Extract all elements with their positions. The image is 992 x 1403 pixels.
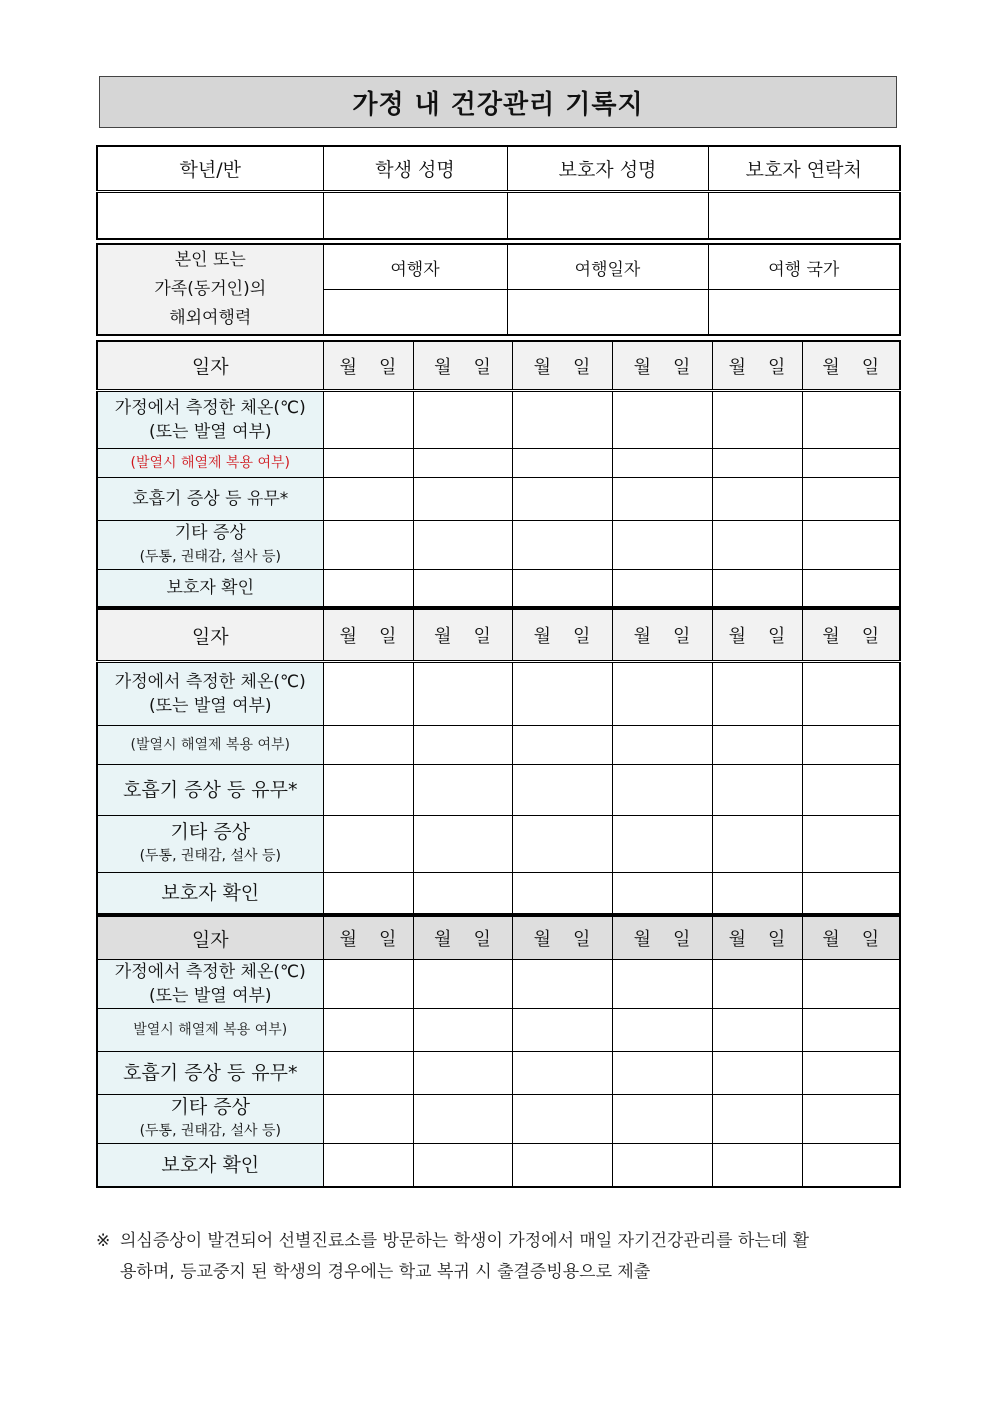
antipyretic-field[interactable] bbox=[323, 1009, 413, 1052]
other-symptoms-label bbox=[97, 521, 323, 570]
other-symptoms-example: (두통, 권태감, 설사 등) bbox=[139, 1123, 281, 1139]
day-unit: 일 bbox=[768, 626, 786, 647]
guardian-check-field[interactable] bbox=[323, 1144, 413, 1188]
other-symptoms-row bbox=[97, 1095, 900, 1144]
temperature-field[interactable] bbox=[802, 960, 900, 1009]
other-symptoms-label-line: 기타 증상 bbox=[174, 523, 246, 543]
temperature-field[interactable] bbox=[323, 662, 413, 726]
date-cell[interactable] bbox=[512, 341, 612, 391]
month-unit: 월 bbox=[533, 626, 551, 647]
date-label: 일자 bbox=[97, 609, 323, 662]
guardian-check-field[interactable] bbox=[712, 873, 802, 915]
day-unit: 일 bbox=[673, 356, 691, 378]
day-unit: 일 bbox=[768, 929, 786, 950]
month-unit: 월 bbox=[434, 356, 452, 378]
month-unit: 월 bbox=[533, 356, 551, 378]
other-symptoms-field[interactable] bbox=[413, 521, 512, 570]
date-cell[interactable] bbox=[612, 916, 712, 960]
date-label: 일자 bbox=[97, 341, 323, 391]
antipyretic-field[interactable] bbox=[413, 1009, 512, 1052]
respiratory-field[interactable] bbox=[323, 478, 413, 521]
guardian-check-field[interactable] bbox=[802, 570, 900, 608]
temperature-field[interactable] bbox=[323, 960, 413, 1009]
travel-date-header: 여행일자 bbox=[507, 244, 708, 290]
date-cell[interactable] bbox=[512, 916, 612, 960]
month-unit: 월 bbox=[434, 626, 452, 647]
antipyretic-field[interactable] bbox=[712, 726, 802, 765]
date-row bbox=[97, 341, 900, 391]
temperature-label-line: (또는 발열 여부) bbox=[148, 986, 272, 1006]
respiratory-field[interactable] bbox=[712, 478, 802, 521]
antipyretic-field[interactable] bbox=[413, 726, 512, 765]
guardian-check-field[interactable] bbox=[802, 873, 900, 915]
guardian-check-row bbox=[97, 570, 900, 608]
respiratory-field[interactable] bbox=[612, 478, 712, 521]
respiratory-field[interactable] bbox=[413, 765, 512, 816]
antipyretic-field[interactable] bbox=[712, 449, 802, 478]
antipyretic-label: (발열시 해열제 복용 여부) bbox=[97, 449, 323, 478]
student-info-table bbox=[96, 145, 901, 240]
temperature-field[interactable] bbox=[413, 391, 512, 449]
day-unit: 일 bbox=[473, 929, 491, 950]
temperature-label bbox=[97, 960, 323, 1009]
other-symptoms-label-line: 기타 증상 bbox=[170, 821, 250, 843]
other-symptoms-field[interactable] bbox=[612, 521, 712, 570]
month-unit: 월 bbox=[822, 929, 840, 950]
respiratory-row bbox=[97, 765, 900, 816]
guardian-check-field[interactable] bbox=[612, 873, 712, 915]
date-cell[interactable] bbox=[612, 341, 712, 391]
temperature-label-line: (또는 발열 여부) bbox=[148, 422, 272, 442]
guardian-check-row bbox=[97, 873, 900, 915]
day-unit: 일 bbox=[379, 356, 397, 378]
guardian-check-field[interactable] bbox=[512, 873, 612, 915]
temperature-field[interactable] bbox=[712, 662, 802, 726]
date-row bbox=[97, 609, 900, 662]
month-unit: 월 bbox=[822, 356, 840, 378]
date-label: 일자 bbox=[97, 916, 323, 960]
travel-history-table bbox=[96, 243, 901, 336]
other-symptoms-field[interactable] bbox=[323, 521, 413, 570]
day-unit: 일 bbox=[861, 929, 880, 950]
form-title: 가정 내 건강관리 기록지 bbox=[352, 89, 644, 120]
day-unit: 일 bbox=[861, 626, 880, 647]
other-symptoms-label-line: 기타 증상 bbox=[170, 1096, 250, 1118]
month-unit: 월 bbox=[633, 356, 651, 378]
temperature-field[interactable] bbox=[802, 391, 900, 449]
guardian-name-field[interactable] bbox=[507, 192, 708, 240]
temperature-field[interactable] bbox=[323, 391, 413, 449]
date-cell[interactable] bbox=[612, 609, 712, 662]
guardian-name-header: 보호자 성명 bbox=[507, 146, 708, 192]
respiratory-label: 호흡기 증상 등 유무* bbox=[97, 478, 323, 521]
antipyretic-label: 발열시 해열제 복용 여부) bbox=[97, 1009, 323, 1052]
date-cell[interactable] bbox=[712, 916, 802, 960]
respiratory-row bbox=[97, 1052, 900, 1095]
date-cell[interactable] bbox=[712, 609, 802, 662]
guardian-check-field[interactable] bbox=[612, 570, 712, 608]
form-title-box bbox=[99, 76, 897, 128]
grade-class-header: 학년/반 bbox=[97, 146, 323, 192]
temperature-row bbox=[97, 391, 900, 449]
respiratory-field[interactable] bbox=[612, 765, 712, 816]
health-record-table-2 bbox=[96, 608, 901, 915]
month-unit: 월 bbox=[728, 929, 746, 950]
other-symptoms-field[interactable] bbox=[323, 816, 413, 873]
temperature-row bbox=[97, 960, 900, 1009]
date-cell[interactable] bbox=[413, 916, 512, 960]
guardian-check-label: 보호자 확인 bbox=[97, 570, 323, 608]
day-unit: 일 bbox=[473, 626, 491, 647]
guardian-check-field[interactable] bbox=[413, 570, 512, 608]
other-symptoms-field[interactable] bbox=[512, 521, 612, 570]
respiratory-field[interactable] bbox=[413, 478, 512, 521]
other-symptoms-field[interactable] bbox=[413, 1095, 512, 1144]
temperature-label-line: 가정에서 측정한 체온(℃) bbox=[114, 962, 306, 982]
temperature-label-line: (또는 발열 여부) bbox=[148, 696, 272, 716]
student-name-header: 학생 성명 bbox=[323, 146, 507, 192]
temperature-row bbox=[97, 662, 900, 726]
guardian-check-label: 보호자 확인 bbox=[97, 1144, 323, 1188]
day-unit: 일 bbox=[379, 929, 397, 950]
other-symptoms-field[interactable] bbox=[512, 816, 612, 873]
antipyretic-field[interactable] bbox=[323, 726, 413, 765]
day-unit: 일 bbox=[673, 929, 691, 950]
respiratory-label: 호흡기 증상 등 유무* bbox=[97, 1052, 323, 1095]
antipyretic-row bbox=[97, 449, 900, 478]
other-symptoms-field[interactable] bbox=[712, 521, 802, 570]
temperature-field[interactable] bbox=[512, 960, 612, 1009]
date-cell[interactable] bbox=[323, 916, 413, 960]
travel-label-line: 가족(동거인)의 bbox=[154, 279, 267, 299]
day-unit: 일 bbox=[379, 626, 397, 647]
date-cell[interactable] bbox=[323, 341, 413, 391]
temperature-field[interactable] bbox=[413, 960, 512, 1009]
respiratory-field[interactable] bbox=[323, 1052, 413, 1095]
month-unit: 월 bbox=[339, 356, 357, 378]
respiratory-field[interactable] bbox=[802, 478, 900, 521]
other-symptoms-field[interactable] bbox=[802, 1095, 900, 1144]
antipyretic-label: (발열시 해열제 복용 여부) bbox=[97, 726, 323, 765]
guardian-check-field[interactable] bbox=[802, 1144, 900, 1188]
other-symptoms-field[interactable] bbox=[612, 1095, 712, 1144]
other-symptoms-field[interactable] bbox=[712, 816, 802, 873]
guardian-check-row bbox=[97, 1144, 900, 1188]
month-unit: 월 bbox=[728, 626, 746, 647]
respiratory-field[interactable] bbox=[512, 1052, 612, 1095]
other-symptoms-field[interactable] bbox=[712, 1095, 802, 1144]
temperature-label bbox=[97, 662, 323, 726]
respiratory-field[interactable] bbox=[802, 1052, 900, 1095]
traveler-header: 여행자 bbox=[323, 244, 507, 290]
travel-label-line: 본인 또는 bbox=[174, 250, 246, 270]
date-cell[interactable] bbox=[802, 916, 900, 960]
other-symptoms-field[interactable] bbox=[802, 816, 900, 873]
other-symptoms-field[interactable] bbox=[802, 521, 900, 570]
guardian-check-field[interactable] bbox=[323, 873, 413, 915]
health-record-table-1 bbox=[96, 340, 901, 608]
antipyretic-field[interactable] bbox=[413, 449, 512, 478]
date-cell[interactable] bbox=[802, 341, 900, 391]
travel-country-header: 여행 국가 bbox=[708, 244, 900, 290]
date-cell[interactable] bbox=[413, 341, 512, 391]
guardian-check-field[interactable] bbox=[612, 1144, 712, 1188]
respiratory-field[interactable] bbox=[612, 1052, 712, 1095]
other-symptoms-field[interactable] bbox=[323, 1095, 413, 1144]
temperature-field[interactable] bbox=[512, 391, 612, 449]
antipyretic-field[interactable] bbox=[802, 1009, 900, 1052]
temperature-field[interactable] bbox=[512, 662, 612, 726]
antipyretic-row bbox=[97, 1009, 900, 1052]
grade-class-field[interactable] bbox=[97, 192, 323, 240]
month-unit: 월 bbox=[633, 626, 651, 647]
reference-mark: ※ bbox=[96, 1231, 111, 1251]
temperature-label-line: 가정에서 측정한 체온(℃) bbox=[114, 672, 306, 692]
date-cell[interactable] bbox=[712, 341, 802, 391]
day-unit: 일 bbox=[673, 626, 691, 647]
other-symptoms-field[interactable] bbox=[612, 816, 712, 873]
other-symptoms-label bbox=[97, 816, 323, 873]
temperature-field[interactable] bbox=[802, 662, 900, 726]
date-cell[interactable] bbox=[323, 609, 413, 662]
antipyretic-field[interactable] bbox=[512, 1009, 612, 1052]
respiratory-row bbox=[97, 478, 900, 521]
guardian-check-field[interactable] bbox=[413, 1144, 512, 1188]
respiratory-field[interactable] bbox=[413, 1052, 512, 1095]
temperature-field[interactable] bbox=[712, 960, 802, 1009]
guardian-check-field[interactable] bbox=[323, 570, 413, 608]
antipyretic-field[interactable] bbox=[802, 726, 900, 765]
guardian-check-field[interactable] bbox=[712, 1144, 802, 1188]
respiratory-field[interactable] bbox=[712, 765, 802, 816]
temperature-field[interactable] bbox=[612, 960, 712, 1009]
health-record-table-3 bbox=[96, 915, 901, 1188]
respiratory-field[interactable] bbox=[512, 765, 612, 816]
footnote-text-2: 용하며, 등교중지 된 학생의 경우에는 학교 복귀 시 출결증빙용으로 제출 bbox=[120, 1262, 651, 1282]
guardian-check-field[interactable] bbox=[712, 570, 802, 608]
antipyretic-field[interactable] bbox=[323, 449, 413, 478]
date-cell[interactable] bbox=[802, 609, 900, 662]
travel-history-label bbox=[97, 244, 323, 335]
date-row bbox=[97, 916, 900, 960]
other-symptoms-row bbox=[97, 816, 900, 873]
day-unit: 일 bbox=[573, 626, 591, 647]
footnote bbox=[96, 1226, 899, 1288]
day-unit: 일 bbox=[861, 356, 880, 378]
footnote-line-1 bbox=[96, 1226, 899, 1257]
temperature-field[interactable] bbox=[612, 391, 712, 449]
student-info-input-row bbox=[97, 192, 900, 240]
travel-country-field[interactable] bbox=[708, 290, 900, 336]
other-symptoms-example: (두통, 권태감, 설사 등) bbox=[139, 549, 281, 565]
antipyretic-field[interactable] bbox=[612, 726, 712, 765]
guardian-contact-header: 보호자 연락처 bbox=[708, 146, 900, 192]
other-symptoms-row bbox=[97, 521, 900, 570]
antipyretic-field[interactable] bbox=[512, 449, 612, 478]
antipyretic-field[interactable] bbox=[512, 726, 612, 765]
antipyretic-field[interactable] bbox=[712, 1009, 802, 1052]
guardian-contact-field[interactable] bbox=[708, 192, 900, 240]
date-cell[interactable] bbox=[413, 609, 512, 662]
guardian-check-field[interactable] bbox=[512, 570, 612, 608]
other-symptoms-field[interactable] bbox=[512, 1095, 612, 1144]
other-symptoms-example: (두통, 권태감, 설사 등) bbox=[139, 848, 281, 864]
temperature-field[interactable] bbox=[612, 662, 712, 726]
temperature-label bbox=[97, 391, 323, 449]
month-unit: 월 bbox=[633, 929, 651, 950]
antipyretic-field[interactable] bbox=[612, 449, 712, 478]
temperature-field[interactable] bbox=[712, 391, 802, 449]
antipyretic-field[interactable] bbox=[612, 1009, 712, 1052]
other-symptoms-label bbox=[97, 1095, 323, 1144]
traveler-field[interactable] bbox=[323, 290, 507, 336]
temperature-label-line: 가정에서 측정한 체온(℃) bbox=[114, 398, 306, 418]
footnote-text-1: 의심증상이 발견되어 선별진료소를 방문하는 학생이 가정에서 매일 자기건강관리를 하는데 활 bbox=[120, 1231, 810, 1251]
respiratory-field[interactable] bbox=[712, 1052, 802, 1095]
month-unit: 월 bbox=[533, 929, 551, 950]
respiratory-field[interactable] bbox=[323, 765, 413, 816]
antipyretic-field[interactable] bbox=[802, 449, 900, 478]
month-unit: 월 bbox=[434, 929, 452, 950]
day-unit: 일 bbox=[768, 356, 786, 378]
day-unit: 일 bbox=[573, 929, 591, 950]
other-symptoms-field[interactable] bbox=[413, 816, 512, 873]
month-unit: 월 bbox=[822, 626, 840, 647]
travel-label-line: 해외여행력 bbox=[169, 308, 252, 328]
respiratory-label: 호흡기 증상 등 유무* bbox=[97, 765, 323, 816]
student-name-field[interactable] bbox=[323, 192, 507, 240]
respiratory-field[interactable] bbox=[512, 478, 612, 521]
temperature-field[interactable] bbox=[413, 662, 512, 726]
month-unit: 월 bbox=[728, 356, 746, 378]
travel-date-field[interactable] bbox=[507, 290, 708, 336]
day-unit: 일 bbox=[473, 356, 491, 378]
day-unit: 일 bbox=[573, 356, 591, 378]
antipyretic-row bbox=[97, 726, 900, 765]
guardian-check-label: 보호자 확인 bbox=[97, 873, 323, 915]
guardian-check-field[interactable] bbox=[413, 873, 512, 915]
month-unit: 월 bbox=[339, 929, 357, 950]
month-unit: 월 bbox=[339, 626, 357, 647]
date-cell[interactable] bbox=[512, 609, 612, 662]
guardian-check-field[interactable] bbox=[512, 1144, 612, 1188]
respiratory-field[interactable] bbox=[802, 765, 900, 816]
student-info-header-row bbox=[97, 146, 900, 192]
